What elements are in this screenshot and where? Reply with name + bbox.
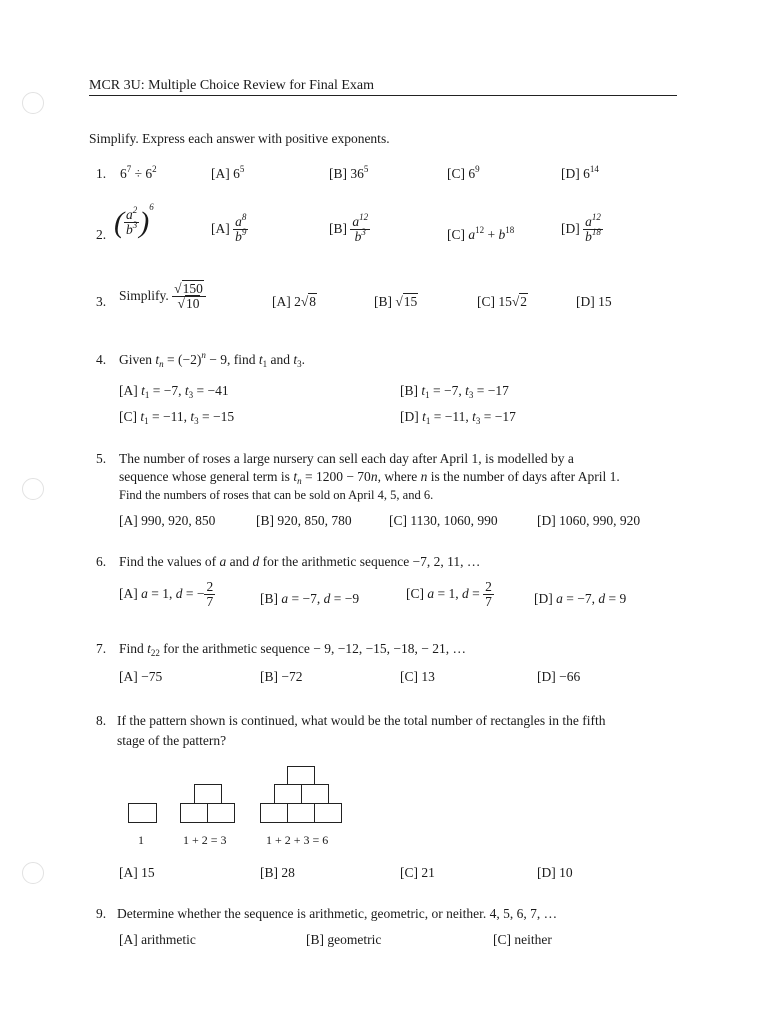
q4-stem: Given $t_n = (-2)^n - 9$, find $t_1$ and $t_3$. [119, 350, 306, 369]
q9-number: 9. [96, 906, 107, 921]
stage-3-rectangle [274, 784, 302, 804]
punch-hole [22, 92, 44, 114]
stage-label-1: 1 [138, 833, 144, 847]
q2-number: 2. [96, 227, 107, 242]
q8-option-c[interactable]: [C] 21 [400, 865, 435, 880]
q1-option-a[interactable]: [A] $6^5$ [211, 164, 245, 181]
q6-stem: Find the values of a and d for the arithmetic sequence −7, 2, 11, … [119, 554, 481, 569]
stage-3-rectangle [301, 784, 329, 804]
q9-option-b[interactable]: [B] geometric [306, 932, 382, 947]
q1-option-b[interactable]: [B] $36^5$ [329, 164, 369, 181]
q3-option-d[interactable]: [D] 15 [576, 294, 612, 309]
stage-2-rectangle [207, 803, 235, 823]
q6-option-d[interactable]: [D] a = −7, d = 9 [534, 591, 627, 606]
q1-option-d[interactable]: [D] $6^{14}$ [561, 164, 599, 181]
stage-3-rectangle [287, 803, 315, 823]
q6-option-c[interactable]: [C] a = 1, d = $\frac{2}{7}$ [406, 579, 492, 610]
stage-3-rectangle [287, 766, 315, 785]
q9-stem: Determine whether the sequence is arithmetic, geometric, or neither. 4, 5, 6, 7, … [117, 906, 558, 921]
stage-label-2: 1 + 2 = 3 [183, 833, 227, 847]
q1-number: 1. [96, 166, 107, 181]
q5-line2: sequence whose general term is $t_n = 1200 - 70n$, where n is the number of days after April 1. [119, 469, 620, 486]
q8-number: 8. [96, 713, 107, 728]
q7-number: 7. [96, 641, 107, 656]
stage-2-rectangle [180, 803, 208, 823]
q7-option-a[interactable]: [A] −75 [119, 669, 163, 684]
punch-hole [22, 478, 44, 500]
q5-line3: Find the numbers of roses that can be sold on April 4, 5, and 6. [119, 488, 434, 502]
q5-option-b[interactable]: [B] 920, 850, 780 [256, 513, 352, 528]
q4-option-b[interactable]: [B] $t_1 = -7$, $t_3 = -17$ [400, 383, 509, 400]
q5-number: 5. [96, 451, 107, 466]
page-header: MCR 3U: Multiple Choice Review for Final Exam [89, 78, 375, 93]
q3-number: 3. [96, 294, 107, 309]
q6-option-b[interactable]: [B] a = −7, d = −9 [260, 591, 360, 606]
q2-option-a[interactable]: [A] $\frac{a^8}{b^9}$ [211, 212, 247, 245]
q6-number: 6. [96, 554, 107, 569]
q5-option-d[interactable]: [D] 1060, 990, 920 [537, 513, 641, 528]
q3-option-b[interactable]: [B] √15 [374, 294, 418, 309]
q2-option-d[interactable]: [D] $\frac{a^{12}}{b^{18}}$ [561, 212, 601, 245]
header-rule [89, 95, 677, 96]
instruction: Simplify. Express each answer with positive exponents. [89, 131, 390, 146]
q5-option-a[interactable]: [A] 990, 920, 850 [119, 513, 216, 528]
q9-option-c[interactable]: [C] neither [493, 932, 552, 947]
q9-option-a[interactable]: [A] arithmetic [119, 932, 196, 947]
q1-stem: $6^7 \div 6^2$ [120, 164, 157, 181]
stage-1-rectangle [128, 803, 157, 823]
q4-option-a[interactable]: [A] $t_1 = -7$, $t_3 = -41$ [119, 383, 229, 400]
q8-option-a[interactable]: [A] 15 [119, 865, 155, 880]
q6-option-a[interactable]: [A] a = 1, d = − $\frac{2}{7}$ [119, 579, 214, 610]
q8-option-d[interactable]: [D] 10 [537, 865, 573, 880]
q5-option-c[interactable]: [C] 1130, 1060, 990 [389, 513, 498, 528]
q7-option-c[interactable]: [C] 13 [400, 669, 435, 684]
stage-3-rectangle [260, 803, 288, 823]
stage-label-3: 1 + 2 + 3 = 6 [266, 833, 329, 847]
q2-option-b[interactable]: [B] $\frac{a^{12}}{b^3}$ [329, 212, 369, 245]
q7-stem: Find $t_{22}$ for the arithmetic sequence − 9, −12, −15, −18, − 21, … [119, 641, 467, 658]
q7-option-b[interactable]: [B] −72 [260, 669, 303, 684]
q3-option-a[interactable]: [A] 2√8 [272, 294, 317, 309]
q4-number: 4. [96, 352, 107, 367]
q4-option-c[interactable]: [C] $t_1 = -11$, $t_3 = -15$ [119, 409, 235, 426]
q4-option-d[interactable]: [D] $t_1 = -11$, $t_3 = -17$ [400, 409, 516, 426]
q2-stem: ( $\frac{a^2}{b^3}$ )$^6$ [114, 202, 154, 239]
q1-option-c[interactable]: [C] $6^9$ [447, 164, 480, 181]
punch-hole [22, 862, 44, 884]
q8-option-b[interactable]: [B] 28 [260, 865, 295, 880]
q7-option-d[interactable]: [D] −66 [537, 669, 581, 684]
q3-stem: Simplify. $\frac{√150}{√10}$ [119, 282, 206, 311]
q5-line1: The number of roses a large nursery can sell each day after April 1, is modelled by a [119, 451, 574, 466]
stage-2-rectangle [194, 784, 222, 804]
q8-line1: If the pattern shown is continued, what would be the total number of rectangles in the fifth [117, 713, 606, 728]
q3-option-c[interactable]: [C] 15√2 [477, 294, 528, 309]
q2-option-c[interactable]: [C] $a^{12} + b^{18}$ [447, 225, 515, 242]
stage-3-rectangle [314, 803, 342, 823]
q8-line2: stage of the pattern? [117, 733, 227, 748]
